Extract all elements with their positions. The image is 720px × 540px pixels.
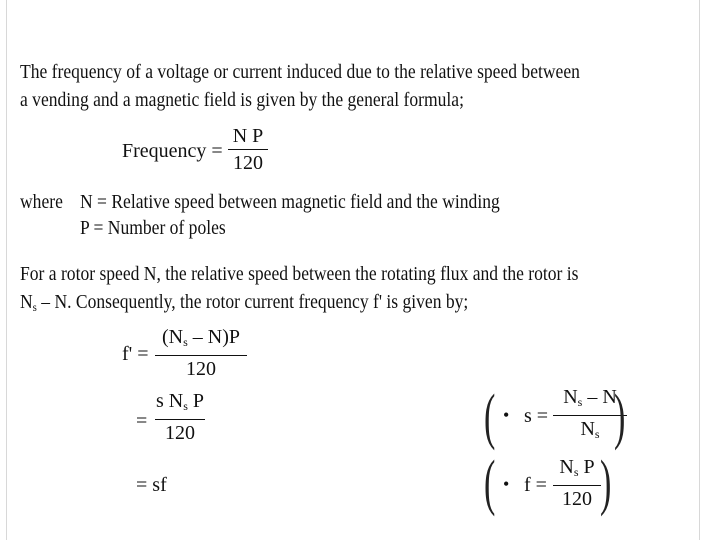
left-paren: ( — [484, 383, 496, 451]
eq1-lhs: f' = — [122, 343, 149, 365]
side1-numerator: $N_s$ – N — [563, 386, 617, 409]
n-definition: N = Relative speed between magnetic field and the winding — [80, 192, 500, 213]
left-paren: ( — [484, 449, 496, 517]
eq2-fraction — [155, 390, 205, 444]
intro-line-2: a vending and a magnetic field is given by the general formula; — [20, 90, 464, 111]
side1-lhs: s = — [524, 405, 549, 427]
left-rule — [6, 0, 7, 540]
right-paren: ) — [614, 383, 626, 451]
side1-denominator: $N_s$ — [580, 418, 600, 442]
fraction-bar — [155, 355, 247, 356]
bullet: • — [503, 405, 510, 425]
eq3: = sf — [136, 474, 167, 496]
right-paren: ) — [600, 449, 612, 517]
eq1-numerator: $(N_s - N)P$ — [161, 326, 240, 349]
side2-numerator: $N_s$ P — [559, 456, 595, 479]
p-definition: P = Number of poles — [80, 218, 226, 239]
where-label: where — [20, 192, 63, 213]
rotor-line-1: For a rotor speed N, the relative speed between the rotating flux and the rotor is — [20, 264, 579, 285]
eq2-equals: = — [136, 410, 148, 432]
bullet: • — [503, 474, 510, 494]
frequency-numerator: N P — [232, 125, 264, 147]
eq2-numerator: s $N_s$ P — [155, 390, 205, 413]
fraction-bar — [155, 419, 205, 420]
side2-fraction — [553, 456, 601, 510]
frequency-fraction — [228, 125, 268, 174]
side2-denominator: 120 — [562, 488, 592, 511]
eq1-denominator: 120 — [186, 358, 216, 381]
fraction-bar — [228, 149, 268, 150]
frequency-label: Frequency = — [122, 140, 223, 162]
fraction-bar — [553, 485, 601, 486]
intro-line-1: The frequency of a voltage or current induced due to the relative speed between — [20, 62, 580, 83]
eq1-fraction — [155, 326, 247, 380]
frequency-denominator: 120 — [233, 152, 263, 175]
rotor-line-2: $N_s$ – N. Consequently, the rotor current frequency f' is given by; — [20, 292, 469, 314]
side2-lhs: f = — [524, 474, 547, 496]
eq2-denominator: 120 — [165, 422, 195, 445]
right-rule — [699, 0, 700, 540]
